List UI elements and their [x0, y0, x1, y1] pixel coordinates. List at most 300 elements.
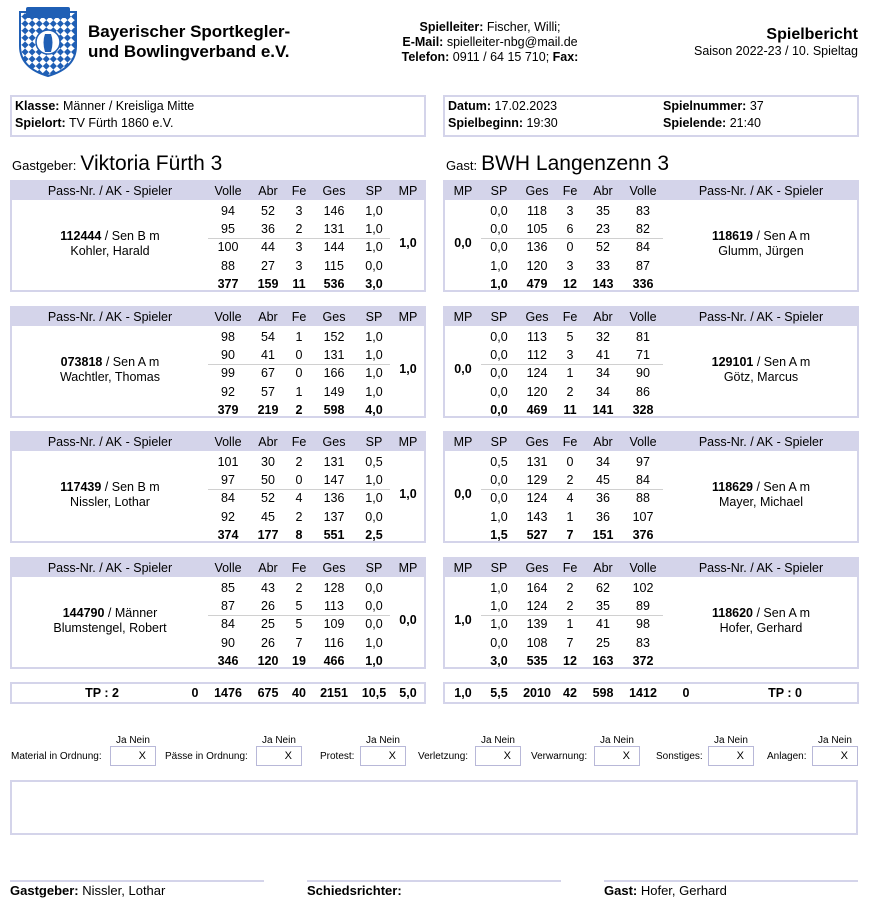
throw-value: 35: [596, 599, 610, 613]
away-total-abr: 598: [592, 686, 614, 700]
check-label: Anlagen:: [767, 751, 807, 762]
throw-row: [445, 328, 857, 346]
sum-value: 379: [217, 403, 239, 417]
throw-row: [12, 579, 424, 597]
check-box[interactable]: X: [594, 746, 640, 766]
player-pass-number: 118619: [711, 229, 754, 243]
throw-value: 0,0: [490, 348, 508, 362]
throw-value: 124: [526, 491, 548, 505]
home-game-block: [10, 557, 426, 669]
header-abr: Abr: [258, 310, 278, 324]
throw-value: 166: [323, 366, 345, 380]
player-info: [665, 355, 857, 385]
check-box[interactable]: X: [812, 746, 858, 766]
header-mp: MP: [453, 435, 473, 449]
throw-value: 1: [566, 617, 574, 631]
throw-value: 3: [566, 348, 574, 362]
email-line: [340, 35, 640, 50]
throw-value: 84: [221, 491, 235, 505]
home-team-name: Viktoria Fürth 3: [80, 152, 223, 175]
header-fe: Fe: [562, 184, 578, 198]
throw-value: 2: [295, 581, 303, 595]
throw-value: 52: [261, 491, 275, 505]
telefon-label: Telefon:: [401, 50, 450, 64]
home-total-bar: [10, 682, 426, 704]
player-name: Glumm, Jürgen: [718, 244, 804, 258]
check-box[interactable]: X: [708, 746, 754, 766]
home-signature: [10, 880, 264, 898]
throw-value: 23: [596, 222, 610, 236]
sum-value: 12: [563, 277, 577, 291]
sum-value: 159: [257, 277, 279, 291]
throw-value: 0: [295, 366, 303, 380]
throw-value: 1,0: [490, 259, 508, 273]
player-info: [665, 229, 857, 259]
away-mp-value: 0,0: [454, 362, 472, 376]
referee-signature-label: Schiedsrichter:: [307, 883, 402, 898]
sum-value: 3,0: [365, 277, 383, 291]
throw-value: 54: [261, 330, 275, 344]
header-ges: Ges: [525, 184, 549, 198]
throw-value: 100: [217, 240, 239, 254]
header-volle: Volle: [214, 561, 242, 575]
away-total-mp: 1,0: [454, 686, 472, 700]
throw-value: 131: [323, 348, 345, 362]
throw-value: 43: [261, 581, 275, 595]
throw-value: 0,0: [490, 491, 508, 505]
column-header: [12, 559, 424, 577]
home-mp-value: 1,0: [399, 236, 417, 250]
throw-row: [12, 257, 424, 275]
throw-value: 3: [295, 204, 303, 218]
header-mp: MP: [398, 184, 418, 198]
player-info: [665, 606, 857, 636]
game-body: [445, 451, 857, 541]
player-age-class: / Sen A m: [102, 355, 160, 369]
sum-value: 12: [563, 654, 577, 668]
throw-value: 5: [295, 617, 303, 631]
sum-value: 536: [323, 277, 345, 291]
player-info: [12, 606, 208, 636]
player-pass-number: 073818: [60, 355, 103, 369]
throw-value: 0,0: [490, 330, 508, 344]
home-mp-value: 1,0: [399, 487, 417, 501]
throw-value: 52: [261, 204, 275, 218]
player-pass-number: 118620: [711, 606, 754, 620]
away-total-zero: 0: [682, 686, 690, 700]
sum-value: 143: [592, 277, 614, 291]
report-title: Spielbericht: [766, 26, 858, 43]
spielnummer-label: Spielnummer:: [663, 99, 747, 113]
throw-value: 34: [596, 366, 610, 380]
sum-row: [445, 275, 857, 293]
player-pass-line: [665, 355, 857, 370]
throw-row: [445, 634, 857, 652]
throw-value: 7: [295, 636, 303, 650]
header-player: Pass-Nr. / AK - Spieler: [698, 310, 824, 324]
home-team-label: Gastgeber:: [12, 158, 77, 173]
lane-separator: [208, 489, 390, 490]
throw-value: 1,0: [365, 204, 383, 218]
throw-value: 5: [295, 599, 303, 613]
throw-value: 0,0: [490, 222, 508, 236]
throw-value: 90: [221, 348, 235, 362]
check-label: Pässe in Ordnung:: [165, 751, 248, 762]
header-abr: Abr: [593, 310, 613, 324]
throw-row: [12, 634, 424, 652]
spielende-label: Spielende:: [663, 116, 727, 130]
spielbeginn-cell: [448, 115, 663, 132]
header-fe: Fe: [562, 310, 578, 324]
throw-value: 45: [261, 510, 275, 524]
throw-value: 33: [596, 259, 610, 273]
throw-value: 1,0: [365, 330, 383, 344]
throw-value: 124: [526, 366, 548, 380]
sum-row: [12, 275, 424, 293]
sum-value: 336: [632, 277, 654, 291]
column-header: [12, 433, 424, 451]
player-pass-line: [12, 480, 208, 495]
header-ges: Ges: [525, 561, 549, 575]
throw-value: 113: [527, 330, 547, 344]
header-volle: Volle: [214, 435, 242, 449]
throw-value: 131: [323, 222, 345, 236]
email-label: E-Mail:: [402, 35, 444, 49]
sum-value: 120: [257, 654, 279, 668]
sum-value: 2: [295, 403, 303, 417]
throw-value: 131: [526, 455, 548, 469]
throw-value: 2: [566, 385, 574, 399]
throw-value: 1,0: [490, 510, 508, 524]
throw-value: 34: [596, 455, 610, 469]
throw-value: 109: [323, 617, 345, 631]
away-total-sp: 5,5: [490, 686, 508, 700]
throw-value: 2: [566, 599, 574, 613]
throw-value: 3: [566, 204, 574, 218]
throw-value: 1: [295, 330, 303, 344]
home-signature-value: Nissler, Lothar: [78, 883, 166, 898]
header-ges: Ges: [525, 435, 549, 449]
game-body: [445, 200, 857, 290]
report-title-block: [694, 26, 858, 59]
sum-value: 8: [295, 528, 303, 542]
header-sp: SP: [490, 435, 508, 449]
player-age-class: / Sen B m: [101, 229, 160, 243]
header-sp: SP: [365, 310, 383, 324]
throw-value: 115: [324, 259, 344, 273]
away-mp-value: 1,0: [454, 613, 472, 627]
player-name: Mayer, Michael: [718, 495, 804, 509]
sum-value: 479: [526, 277, 548, 291]
home-total-ges: 2151: [320, 686, 348, 700]
throw-value: 0,0: [365, 617, 383, 631]
throw-value: 4: [295, 491, 303, 505]
game-body: [12, 451, 424, 541]
klasse-line: [15, 98, 421, 115]
header-ges: Ges: [322, 435, 346, 449]
federation-name: [88, 22, 290, 62]
throw-value: 50: [261, 473, 275, 487]
away-team-name: BWH Langenzenn 3: [481, 152, 670, 175]
player-info: [665, 480, 857, 510]
throw-value: 0,0: [490, 385, 508, 399]
header-abr: Abr: [593, 561, 613, 575]
check-box[interactable]: X: [110, 746, 156, 766]
home-total-zero: 0: [191, 686, 199, 700]
sum-value: 598: [323, 403, 345, 417]
header-sp: SP: [365, 561, 383, 575]
player-info: [12, 480, 208, 510]
throw-value: 1: [566, 510, 574, 524]
sum-value: 151: [592, 528, 614, 542]
federation-line-1: Bayerischer Sportkegler-: [88, 22, 291, 41]
throw-value: 52: [596, 240, 610, 254]
throw-value: 1,0: [490, 599, 508, 613]
ja-nein-header: Ja Nein: [818, 735, 852, 746]
throw-value: 98: [221, 330, 235, 344]
away-game-block: [443, 557, 859, 669]
spielort-value: TV Fürth 1860 e.V.: [65, 116, 174, 130]
header-mp: MP: [398, 435, 418, 449]
check-label: Material in Ordnung:: [11, 751, 102, 762]
header-fe: Fe: [291, 310, 307, 324]
header-sp: SP: [490, 310, 508, 324]
throw-row: [445, 508, 857, 526]
throw-value: 1,0: [365, 348, 383, 362]
throw-value: 149: [323, 385, 345, 399]
throw-value: 57: [261, 385, 275, 399]
throw-value: 25: [261, 617, 275, 631]
ja-nein-header: Ja Nein: [116, 735, 150, 746]
throw-value: 139: [526, 617, 548, 631]
home-tp: TP : 2: [85, 686, 119, 700]
home-game-block: [10, 306, 426, 418]
sum-value: 527: [526, 528, 548, 542]
lane-separator: [481, 489, 663, 490]
datum-value: 17.02.2023: [491, 99, 558, 113]
header-ges: Ges: [322, 561, 346, 575]
throw-value: 143: [526, 510, 548, 524]
sum-value: 551: [323, 528, 345, 542]
throw-value: 1,0: [365, 240, 383, 254]
spielleiter-value: Fischer, Willi;: [483, 20, 561, 34]
header-volle: Volle: [214, 184, 242, 198]
check-box[interactable]: X: [475, 746, 521, 766]
player-pass-line: [12, 355, 208, 370]
throw-value: 0,0: [365, 599, 383, 613]
check-box[interactable]: X: [256, 746, 302, 766]
sum-row: [445, 526, 857, 544]
header-ges: Ges: [322, 310, 346, 324]
column-header: [445, 433, 857, 451]
throw-value: 1: [566, 366, 574, 380]
sum-row: [12, 526, 424, 544]
spielleiter-line: [340, 20, 640, 35]
throw-value: 2: [295, 510, 303, 524]
throw-value: 26: [261, 636, 275, 650]
header-abr: Abr: [593, 435, 613, 449]
throw-value: 89: [636, 599, 650, 613]
throw-value: 1,0: [365, 636, 383, 650]
throw-value: 41: [596, 617, 610, 631]
throw-value: 3: [295, 240, 303, 254]
check-label: Protest:: [320, 751, 355, 762]
away-total-volle: 1412: [629, 686, 657, 700]
header-mp: MP: [453, 561, 473, 575]
throw-value: 97: [636, 455, 650, 469]
away-signature-value: Hofer, Gerhard: [637, 883, 727, 898]
throw-value: 112: [527, 348, 547, 362]
throw-value: 1,0: [490, 581, 508, 595]
sum-value: 11: [292, 277, 306, 291]
sum-value: 346: [217, 654, 239, 668]
datum-cell: [448, 98, 663, 115]
throw-value: 129: [526, 473, 548, 487]
throw-value: 0: [295, 348, 303, 362]
column-header: [445, 182, 857, 200]
throw-value: 105: [526, 222, 548, 236]
throw-value: 90: [221, 636, 235, 650]
sum-value: 7: [566, 528, 574, 542]
header-player: Pass-Nr. / AK - Spieler: [698, 561, 824, 575]
home-game-block: [10, 180, 426, 292]
spielleiter-label: Spielleiter:: [419, 20, 484, 34]
check-box[interactable]: X: [360, 746, 406, 766]
match-time-box: [443, 95, 859, 137]
ja-nein-header: Ja Nein: [366, 735, 400, 746]
throw-value: 36: [261, 222, 275, 236]
player-age-class: / Sen A m: [753, 229, 810, 243]
throw-value: 27: [261, 259, 275, 273]
game-body: [12, 577, 424, 667]
telefon-value: 0911 / 64 15 710;: [449, 50, 550, 64]
home-team: [12, 152, 222, 176]
sum-value: 469: [526, 403, 548, 417]
throw-value: 0,0: [490, 240, 508, 254]
throw-value: 0,0: [490, 366, 508, 380]
throw-value: 84: [636, 473, 650, 487]
throw-value: 1: [295, 385, 303, 399]
throw-value: 128: [323, 581, 345, 595]
header-abr: Abr: [258, 561, 278, 575]
throw-value: 152: [323, 330, 345, 344]
throw-value: 0,0: [365, 259, 383, 273]
throw-value: 116: [324, 636, 344, 650]
header-ges: Ges: [525, 310, 549, 324]
throw-value: 95: [221, 222, 235, 236]
sum-value: 2,5: [365, 528, 383, 542]
away-mp-value: 0,0: [454, 487, 472, 501]
throw-value: 108: [526, 636, 548, 650]
throw-row: [445, 579, 857, 597]
throw-value: 0: [566, 455, 574, 469]
remarks-box[interactable]: [10, 780, 858, 835]
player-pass-number: 112444: [60, 229, 102, 243]
spielbeginn-value: 19:30: [523, 116, 558, 130]
game-body: [445, 577, 857, 667]
throw-value: 84: [636, 240, 650, 254]
header-fe: Fe: [291, 184, 307, 198]
throw-value: 120: [526, 385, 548, 399]
away-game-block: [443, 431, 859, 543]
throw-value: 102: [632, 581, 654, 595]
throw-value: 88: [636, 491, 650, 505]
throw-value: 85: [221, 581, 235, 595]
away-total-bar: [443, 682, 859, 704]
sum-value: 372: [632, 654, 654, 668]
header-mp: MP: [453, 310, 473, 324]
throw-value: 0: [295, 473, 303, 487]
throw-value: 99: [221, 366, 235, 380]
header-mp: MP: [398, 310, 418, 324]
player-age-class: / Sen A m: [753, 355, 811, 369]
header-mp: MP: [453, 184, 473, 198]
sum-value: 328: [632, 403, 654, 417]
throw-value: 6: [566, 222, 574, 236]
sum-value: 4,0: [365, 403, 383, 417]
sum-row: [12, 652, 424, 670]
throw-value: 1,0: [365, 385, 383, 399]
throw-value: 101: [217, 455, 239, 469]
spielort-line: [15, 115, 421, 132]
game-body: [445, 326, 857, 416]
check-label: Sonstiges:: [656, 751, 703, 762]
lane-separator: [481, 238, 663, 239]
throw-value: 146: [323, 204, 345, 218]
throw-value: 120: [526, 259, 548, 273]
header-abr: Abr: [593, 184, 613, 198]
column-header: [445, 559, 857, 577]
throw-value: 0,0: [365, 510, 383, 524]
home-mp-value: 0,0: [399, 613, 417, 627]
match-class-box: [10, 95, 426, 137]
ja-nein-header: Ja Nein: [481, 735, 515, 746]
spielort-label: Spielort:: [15, 116, 66, 130]
player-name: Kohler, Harald: [70, 244, 150, 258]
throw-value: 0,5: [365, 455, 383, 469]
column-header: [12, 308, 424, 326]
column-header: [12, 182, 424, 200]
home-total-abr: 675: [257, 686, 279, 700]
throw-value: 45: [596, 473, 610, 487]
away-mp-value: 0,0: [454, 236, 472, 250]
sum-value: 466: [323, 654, 345, 668]
throw-value: 36: [596, 510, 610, 524]
player-age-class: / Sen B m: [101, 480, 160, 494]
throw-value: 30: [261, 455, 275, 469]
throw-value: 34: [596, 385, 610, 399]
throw-value: 44: [261, 240, 275, 254]
lane-separator: [208, 238, 390, 239]
throw-value: 164: [526, 581, 548, 595]
throw-value: 87: [221, 599, 235, 613]
check-label: Verwarnung:: [531, 751, 588, 762]
throw-row: [12, 383, 424, 401]
throw-row: [12, 328, 424, 346]
throw-value: 26: [261, 599, 275, 613]
throw-value: 86: [636, 385, 650, 399]
away-total-ges: 2010: [523, 686, 551, 700]
sum-value: 141: [592, 403, 614, 417]
throw-value: 2: [295, 222, 303, 236]
federation-logo: [18, 6, 78, 78]
player-pass-number: 129101: [711, 355, 754, 369]
header-volle: Volle: [629, 561, 657, 575]
sum-value: 376: [632, 528, 654, 542]
sum-row: [445, 401, 857, 419]
lane-separator: [481, 615, 663, 616]
season-info: Saison 2022-23 / 10. Spieltag: [693, 44, 858, 58]
